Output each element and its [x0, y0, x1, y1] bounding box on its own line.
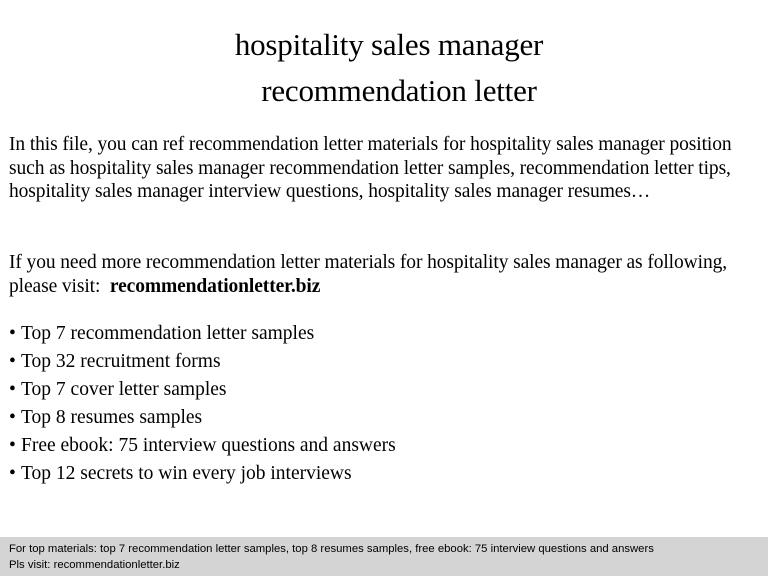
list-item: [9, 322, 396, 350]
bullet-icon: •: [9, 463, 16, 484]
footer-line-1: For top materials: top 7 recommendation letter samples, top 8 resumes samples, free ebook: 75 interview questions and answers: [9, 543, 654, 555]
visit-text: If you need more recommendation letter materials for hospitality sales manager as following, please visit:: [9, 252, 728, 297]
intro-paragraph: In this file, you can ref recommendation letter materials for hospitality sales manager position such as hospitality sales manager recommendation letter samples, recommendation letter tips, hospitality sales manager interview questions, hospitality sales manager resumes…: [9, 134, 732, 202]
list-item-label: Top 7 cover letter samples: [21, 379, 227, 400]
list-item-label: Top 8 resumes samples: [21, 407, 203, 428]
list-item-label: Top 12 secrets to win every job interviews: [21, 463, 352, 484]
footer-line-2: Pls visit: recommendationletter.biz: [9, 559, 180, 571]
bullet-icon: •: [9, 407, 16, 428]
list-item: [9, 378, 396, 406]
resource-list: [9, 322, 396, 490]
visit-paragraph: [9, 251, 759, 298]
list-item: [9, 462, 396, 490]
list-item: [9, 406, 396, 434]
list-item: [9, 434, 396, 462]
list-item-label: Top 32 recruitment forms: [21, 351, 221, 372]
list-item: [9, 350, 396, 378]
bullet-icon: •: [9, 379, 16, 400]
page-title-line-1: hospitality sales manager: [234, 27, 544, 62]
list-item-label: Top 7 recommendation letter samples: [21, 323, 315, 344]
bullet-icon: •: [9, 435, 16, 456]
bullet-icon: •: [9, 351, 16, 372]
footer-bar: [0, 537, 768, 576]
list-item-label: Free ebook: 75 interview questions and answers: [21, 435, 396, 456]
visit-link[interactable]: recommendationletter.biz: [109, 275, 321, 297]
page-title-line-2: recommendation letter: [261, 73, 537, 108]
bullet-icon: •: [9, 323, 16, 344]
